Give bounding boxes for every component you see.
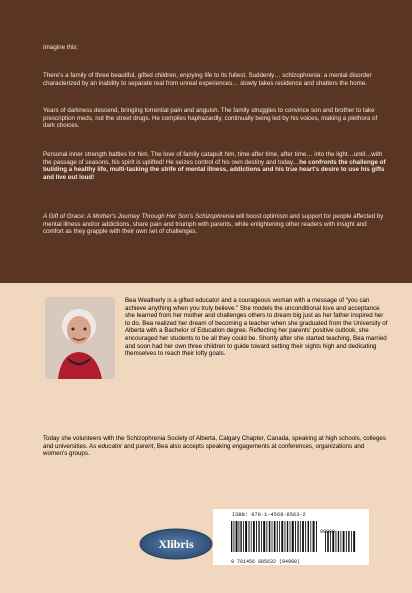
- barcode-digits: 9 781456 885632 (94998): [231, 559, 301, 565]
- author-photo: [45, 297, 115, 379]
- publisher-name: Xlibris: [158, 537, 194, 551]
- paragraph-4-rest: will boost optimism and support for people affected by mental illness and/or addictions, share pain and triumph with parents, while enlightening other readers with insight and comfort as they grapple with their own set of challenges.: [43, 213, 384, 236]
- paragraph-4: [43, 213, 388, 236]
- author-bio-2-c: , Bea also accepts speaking engagements at conferences, organizations and women’s groups.: [43, 442, 365, 458]
- isbn-text: ISBN: 978-1-4568-8563-2: [232, 512, 306, 518]
- author-bio-2-italic-2: parent: [135, 442, 154, 450]
- book-title-italic: A Gift of Grace: A Mother's Journey Through Her Son's Schizophrenia: [43, 213, 235, 220]
- author-bio-2: [43, 435, 388, 458]
- intro-line: Imagine this:: [43, 44, 79, 51]
- paragraph-3: [43, 151, 388, 181]
- publisher-logo: [139, 527, 213, 561]
- author-photo-illustration: [45, 297, 115, 379]
- paragraph-3-bold: he confronts the challenge of building a healthy life, multi-tasking the strife of mental illness, addictions and his true heart's desire to use his gifts and live out loud!: [43, 158, 386, 181]
- price-code: 90000: [320, 529, 336, 535]
- author-bio-2-a: Today she volunteers with the Schizophrenia Society of Alberta, Calgary Chapter, Canada, speaking at high schools, colleges and universities. As: [43, 435, 386, 450]
- paragraph-2: Years of darkness descend, bringing torrential pain and anguish. The family struggles to convince son and brother to take prescription meds, not the street drugs. He complies haphazardly, continually being led by his voices, making a plethora of dark choices.: [43, 107, 378, 130]
- paragraph-1: There's a family of three beautiful, gifted children, enjoying life to its fullest. Suddenly… schizophrenia: a mental disorder characterized by an inability to separate real from unreal experiences… slowly takes residence and shatters the home.: [43, 72, 372, 87]
- description-section: [0, 0, 412, 283]
- paragraph-3-normal: Personal inner strength battles for him. The love of family catapult him, time after time, after time… into the light…until…with the passage of seasons, his spirit is uplifted! He seizes control of his own destiny and today…: [43, 151, 383, 166]
- author-bio-2-b: and: [122, 442, 136, 450]
- author-bio-2-italic-1: educator: [98, 442, 123, 450]
- author-bio-1: Bea Weatherly is a gifted educator and a courageous woman with a message of “you can achieve anything when you truly believe.” She models the unconditional love and acceptance she learned from her mother and challenges others to dream big just as her father inspired her to do. Bea realized her dream of becoming a teacher when she graduated from the University of Alberta with a Bachelor of Education degree. Reflecting her parents’ positive outlook, she encouraged her students to be all they could be. Shortly after she started teaching, Bea married and soon had her own three children to guide toward setting their sights high and dedicating themselves to reach their lofty goals.: [125, 297, 388, 358]
